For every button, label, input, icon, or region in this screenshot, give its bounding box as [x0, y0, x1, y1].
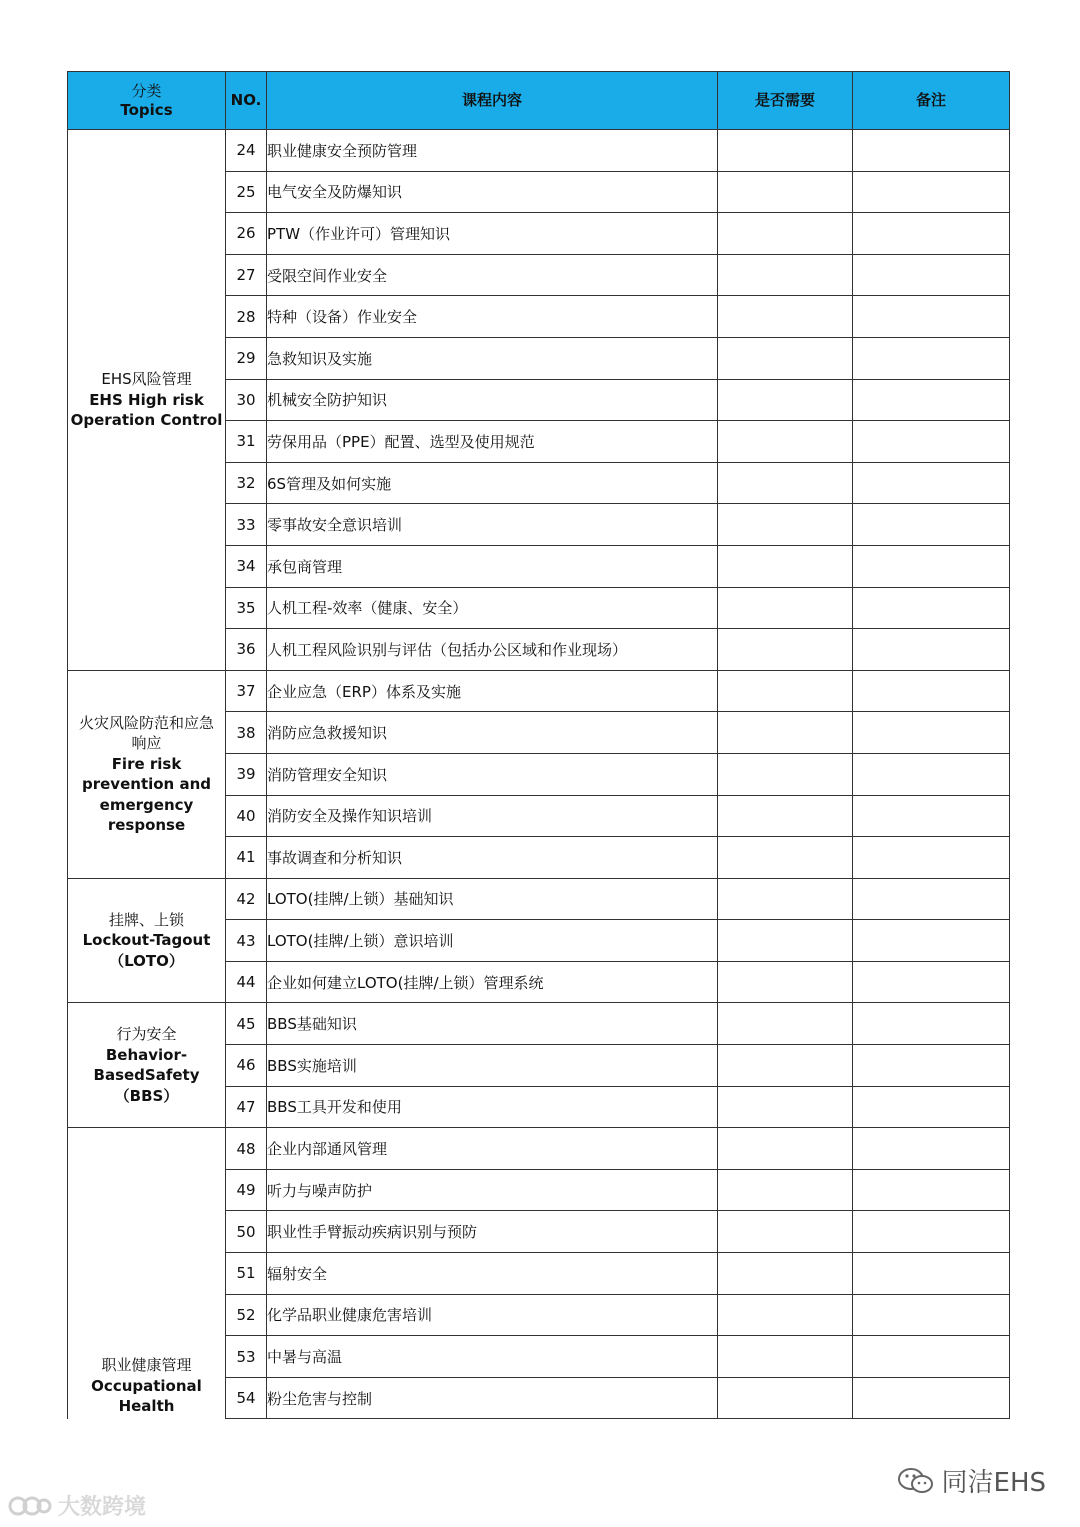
course-content: LOTO(挂牌/上锁）基础知识 — [267, 878, 718, 920]
needed-cell[interactable] — [718, 130, 853, 172]
remarks-cell[interactable] — [853, 171, 1010, 213]
course-content: 听力与噪声防护 — [267, 1169, 718, 1211]
course-content: PTW（作业许可）管理知识 — [267, 213, 718, 255]
topic-line: （LOTO） — [109, 951, 184, 970]
header-remarks: 备注 — [853, 72, 1010, 130]
topic-line: 火灾风险防范和应急 — [78, 713, 214, 732]
brand-name: 同洁EHS — [941, 1468, 1046, 1498]
table-row — [68, 130, 1010, 172]
topic-cell — [68, 878, 226, 1003]
course-content: 劳保用品（PPE）配置、选型及使用规范 — [267, 421, 718, 463]
course-content: 人机工程风险识别与评估（包括办公区域和作业现场） — [267, 629, 718, 671]
remarks-cell[interactable] — [853, 296, 1010, 338]
row-number: 52 — [226, 1294, 267, 1336]
header-topics-en: Topics — [120, 100, 173, 119]
row-number: 37 — [226, 670, 267, 712]
needed-cell[interactable] — [718, 878, 853, 920]
course-content: 职业健康安全预防管理 — [267, 130, 718, 172]
course-content: BBS基础知识 — [267, 1003, 718, 1045]
remarks-cell[interactable] — [853, 130, 1010, 172]
topic-line: Health — [118, 1397, 175, 1416]
remarks-cell[interactable] — [853, 961, 1010, 1003]
remarks-cell[interactable] — [853, 629, 1010, 671]
course-content: 辐射安全 — [267, 1253, 718, 1295]
course-content: 消防管理安全知识 — [267, 753, 718, 795]
watermark-logo-icon — [8, 1493, 52, 1519]
header-topics — [68, 72, 226, 130]
needed-cell[interactable] — [718, 920, 853, 962]
remarks-cell[interactable] — [853, 1377, 1010, 1419]
course-content: 中暑与高温 — [267, 1336, 718, 1378]
needed-cell[interactable] — [718, 1294, 853, 1336]
row-number: 34 — [226, 545, 267, 587]
remarks-cell[interactable] — [853, 1045, 1010, 1087]
remarks-cell[interactable] — [853, 1086, 1010, 1128]
row-number: 50 — [226, 1211, 267, 1253]
row-number: 39 — [226, 753, 267, 795]
remarks-cell[interactable] — [853, 337, 1010, 379]
remarks-cell[interactable] — [853, 421, 1010, 463]
row-number: 31 — [226, 421, 267, 463]
topic-line: （BBS） — [114, 1086, 179, 1105]
needed-cell[interactable] — [718, 1336, 853, 1378]
topic-cell — [68, 130, 226, 671]
row-number: 29 — [226, 337, 267, 379]
header-row — [68, 72, 1010, 130]
course-content: 电气安全及防爆知识 — [267, 171, 718, 213]
header-no: NO. — [226, 72, 267, 130]
topic-line: BasedSafety — [93, 1066, 200, 1085]
course-content: 急救知识及实施 — [267, 337, 718, 379]
topic-line: emergency — [99, 795, 194, 814]
header-needed: 是否需要 — [718, 72, 853, 130]
topic-line: EHS风险管理 — [101, 370, 192, 389]
course-content: LOTO(挂牌/上锁）意识培训 — [267, 920, 718, 962]
needed-cell[interactable] — [718, 1211, 853, 1253]
topic-line: Behavior- — [105, 1045, 188, 1064]
remarks-cell[interactable] — [853, 462, 1010, 504]
remarks-cell[interactable] — [853, 254, 1010, 296]
remarks-cell[interactable] — [853, 1253, 1010, 1295]
needed-cell[interactable] — [718, 171, 853, 213]
needed-cell[interactable] — [718, 1086, 853, 1128]
row-number: 40 — [226, 795, 267, 837]
needed-cell[interactable] — [718, 712, 853, 754]
course-content: BBS实施培训 — [267, 1045, 718, 1087]
row-number: 42 — [226, 878, 267, 920]
row-number: 53 — [226, 1336, 267, 1378]
topic-line: Occupational — [91, 1376, 202, 1395]
course-content: 粉尘危害与控制 — [267, 1377, 718, 1419]
course-content: 企业如何建立LOTO(挂牌/上锁）管理系统 — [267, 961, 718, 1003]
remarks-cell[interactable] — [853, 1336, 1010, 1378]
table-row — [68, 670, 1010, 712]
needed-cell[interactable] — [718, 337, 853, 379]
course-table — [67, 71, 1010, 1419]
needed-cell[interactable] — [718, 379, 853, 421]
course-content: 消防安全及操作知识培训 — [267, 795, 718, 837]
topic-line: Operation Control — [70, 411, 223, 430]
row-number: 51 — [226, 1253, 267, 1295]
course-content: 消防应急救援知识 — [267, 712, 718, 754]
row-number: 30 — [226, 379, 267, 421]
remarks-cell[interactable] — [853, 712, 1010, 754]
remarks-cell[interactable] — [853, 1169, 1010, 1211]
row-number: 41 — [226, 837, 267, 879]
course-content: 受限空间作业安全 — [267, 254, 718, 296]
header-content: 课程内容 — [267, 72, 718, 130]
remarks-cell[interactable] — [853, 1294, 1010, 1336]
needed-cell[interactable] — [718, 1128, 853, 1170]
row-number: 45 — [226, 1003, 267, 1045]
row-number: 46 — [226, 1045, 267, 1087]
row-number: 35 — [226, 587, 267, 629]
topic-cell — [68, 1003, 226, 1128]
row-number: 54 — [226, 1377, 267, 1419]
course-content: 事故调查和分析知识 — [267, 837, 718, 879]
needed-cell[interactable] — [718, 670, 853, 712]
remarks-cell[interactable] — [853, 878, 1010, 920]
needed-cell[interactable] — [718, 545, 853, 587]
header-topics-zh: 分类 — [131, 81, 162, 100]
needed-cell[interactable] — [718, 837, 853, 879]
remarks-cell[interactable] — [853, 795, 1010, 837]
needed-cell[interactable] — [718, 296, 853, 338]
needed-cell[interactable] — [718, 1003, 853, 1045]
topic-cell — [68, 670, 226, 878]
topic-line: 行为安全 — [116, 1025, 177, 1044]
needed-cell[interactable] — [718, 462, 853, 504]
remarks-cell[interactable] — [853, 1128, 1010, 1170]
course-content: 6S管理及如何实施 — [267, 462, 718, 504]
needed-cell[interactable] — [718, 587, 853, 629]
needed-cell[interactable] — [718, 629, 853, 671]
remarks-cell[interactable] — [853, 545, 1010, 587]
course-content: 企业应急（ERP）体系及实施 — [267, 670, 718, 712]
needed-cell[interactable] — [718, 1045, 853, 1087]
topic-line: 挂牌、上锁 — [108, 910, 184, 929]
course-content: 零事故安全意识培训 — [267, 504, 718, 546]
needed-cell[interactable] — [718, 961, 853, 1003]
table-row — [68, 878, 1010, 920]
table-row — [68, 1128, 1010, 1170]
row-number: 47 — [226, 1086, 267, 1128]
needed-cell[interactable] — [718, 504, 853, 546]
course-content: 机械安全防护知识 — [267, 379, 718, 421]
remarks-cell[interactable] — [853, 587, 1010, 629]
row-number: 43 — [226, 920, 267, 962]
row-number: 28 — [226, 296, 267, 338]
course-content: BBS工具开发和使用 — [267, 1086, 718, 1128]
watermark — [8, 1490, 146, 1521]
topic-line: Fire risk — [111, 754, 182, 773]
topic-line: 职业健康管理 — [101, 1356, 192, 1375]
needed-cell[interactable] — [718, 1377, 853, 1419]
course-content: 职业性手臂振动疾病识别与预防 — [267, 1211, 718, 1253]
remarks-cell[interactable] — [853, 1003, 1010, 1045]
footer-brand — [896, 1462, 1046, 1499]
course-content: 承包商管理 — [267, 545, 718, 587]
remarks-cell[interactable] — [853, 504, 1010, 546]
row-number: 44 — [226, 961, 267, 1003]
remarks-cell[interactable] — [853, 670, 1010, 712]
needed-cell[interactable] — [718, 1253, 853, 1295]
remarks-cell[interactable] — [853, 920, 1010, 962]
remarks-cell[interactable] — [853, 379, 1010, 421]
needed-cell[interactable] — [718, 213, 853, 255]
remarks-cell[interactable] — [853, 213, 1010, 255]
topic-line: response — [107, 816, 186, 835]
course-content: 化学品职业健康危害培训 — [267, 1294, 718, 1336]
remarks-cell[interactable] — [853, 753, 1010, 795]
topic-line: prevention and — [82, 775, 211, 794]
needed-cell[interactable] — [718, 254, 853, 296]
row-number: 49 — [226, 1169, 267, 1211]
course-content: 人机工程-效率（健康、安全） — [267, 587, 718, 629]
row-number: 32 — [226, 462, 267, 504]
needed-cell[interactable] — [718, 1169, 853, 1211]
wechat-icon — [896, 1466, 936, 1496]
table-row — [68, 1003, 1010, 1045]
topic-line: Lockout-Tagout — [82, 931, 211, 950]
remarks-cell[interactable] — [853, 837, 1010, 879]
row-number: 33 — [226, 504, 267, 546]
topic-line: 响应 — [131, 734, 162, 753]
row-number: 48 — [226, 1128, 267, 1170]
row-number: 27 — [226, 254, 267, 296]
row-number: 38 — [226, 712, 267, 754]
topic-line: EHS High risk — [89, 390, 204, 409]
needed-cell[interactable] — [718, 753, 853, 795]
row-number: 26 — [226, 213, 267, 255]
watermark-text: 大数跨境 — [58, 1495, 147, 1520]
course-content: 特种（设备）作业安全 — [267, 296, 718, 338]
needed-cell[interactable] — [718, 795, 853, 837]
row-number: 36 — [226, 629, 267, 671]
row-number: 24 — [226, 130, 267, 172]
remarks-cell[interactable] — [853, 1211, 1010, 1253]
row-number: 25 — [226, 171, 267, 213]
table-body — [68, 130, 1010, 1419]
course-content: 企业内部通风管理 — [267, 1128, 718, 1170]
topic-cell — [68, 1128, 226, 1419]
needed-cell[interactable] — [718, 421, 853, 463]
